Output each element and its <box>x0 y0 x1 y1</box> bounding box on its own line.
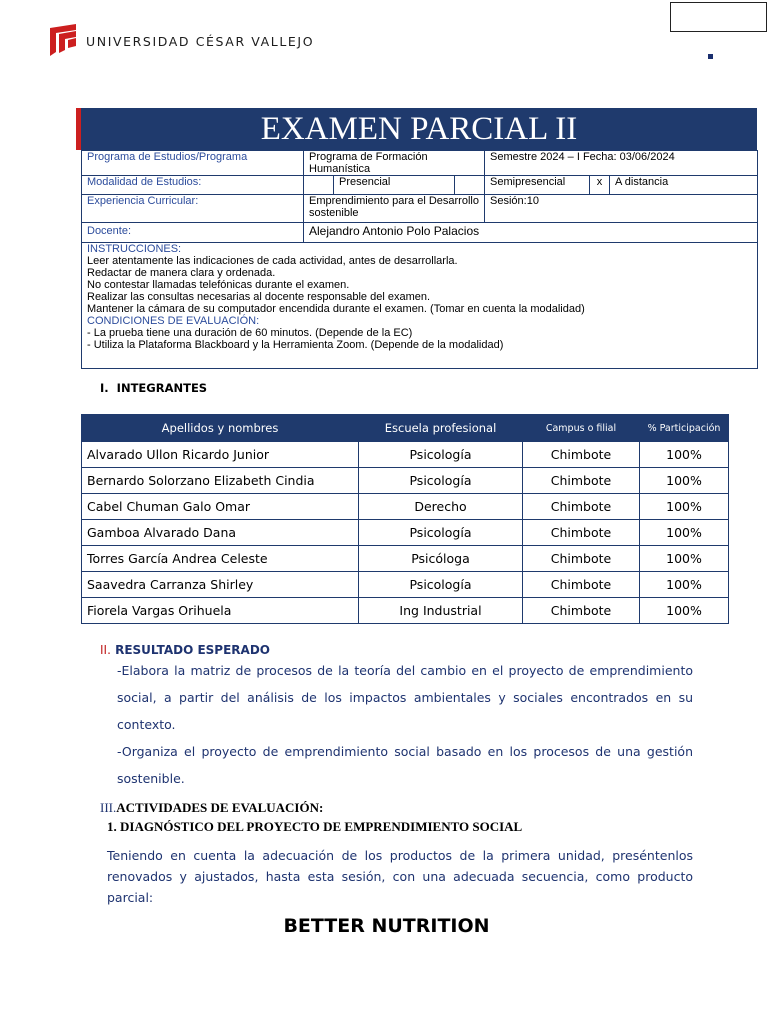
condition-item: - Utiliza la Plataforma Blackboard y la Herramienta Zoom. (Depende de la modalidad) <box>87 339 504 351</box>
modality-presencial-box <box>304 176 334 195</box>
modality-semipresencial-box <box>455 176 485 195</box>
section-3-number: III. <box>100 800 117 815</box>
modality-distancia: A distancia <box>610 176 758 195</box>
table-row <box>82 572 729 598</box>
modality-distancia-mark: x <box>590 176 610 195</box>
member-name: Torres García Andrea Celeste <box>82 546 359 572</box>
section-3-para: Teniendo en cuenta la adecuación de los productos de la primera unidad, preséntenlos renovados y ajustados, hasta esta sesión, con una adecuada secuencia, como producto parcial: <box>107 848 693 905</box>
table-row <box>82 494 729 520</box>
section-1-heading <box>100 381 207 395</box>
instruction-item: Redactar de manera clara y ordenada. <box>87 267 276 279</box>
section-2-number: II. <box>100 643 111 657</box>
course-label: Experiencia Curricular: <box>82 195 304 223</box>
member-name: Gamboa Alvarado Dana <box>82 520 359 546</box>
semester-date: Semestre 2024 – I Fecha: 03/06/2024 <box>485 151 758 176</box>
teacher-value: Alejandro Antonio Polo Palacios <box>304 223 758 243</box>
member-name: Alvarado Ullon Ricardo Junior <box>82 442 359 468</box>
instructions-block <box>82 243 758 369</box>
course-value: Emprendimiento para el Desarrollo sostenible <box>304 195 485 223</box>
member-name: Saavedra Carranza Shirley <box>82 572 359 598</box>
member-name: Cabel Chuman Galo Omar <box>82 494 359 520</box>
section-1-title: INTEGRANTES <box>116 381 208 395</box>
member-campus: Chimbote <box>523 598 640 624</box>
instructions-title: INSTRUCCIONES: <box>87 243 182 255</box>
member-campus: Chimbote <box>523 546 640 572</box>
member-participation: 100% <box>640 598 729 624</box>
table-row <box>82 598 729 624</box>
conditions-title: CONDICIONES DE EVALUACIÓN: <box>87 315 260 327</box>
program-label: Programa de Estudios/Programa <box>82 151 304 176</box>
project-title: BETTER NUTRITION <box>283 915 490 937</box>
col-header-school: Escuela profesional <box>359 415 523 442</box>
col-header-participation: % Participación <box>640 415 729 442</box>
condition-item: - La prueba tiene una duración de 60 minutos. (Depende de la EC) <box>87 327 413 339</box>
section-2-para-1: -Elabora la matriz de procesos de la teoría del cambio en el proyecto de emprendimiento social, a partir del análisis de los impactos ambientales y sociales encontrados en su contexto. <box>117 663 693 732</box>
col-header-campus: Campus o filial <box>523 415 640 442</box>
member-participation: 100% <box>640 442 729 468</box>
member-name: Bernardo Solorzano Elizabeth Cindia <box>82 468 359 494</box>
section-1-number: I. <box>100 381 109 395</box>
member-participation: 100% <box>640 468 729 494</box>
program-value: Programa de Formación Humanística <box>304 151 485 176</box>
university-logo-icon <box>48 24 78 56</box>
member-campus: Chimbote <box>523 520 640 546</box>
member-campus: Chimbote <box>523 572 640 598</box>
instruction-item: Leer atentamente las indicaciones de cada actividad, antes de desarrollarla. <box>87 255 458 267</box>
member-school: Derecho <box>359 494 523 520</box>
corner-dot <box>708 54 713 59</box>
exam-title: EXAMEN PARCIAL II <box>260 111 578 147</box>
section-2-para-2: -Organiza el proyecto de emprendimiento social basado en los procesos de una gestión sostenible. <box>117 744 693 786</box>
exam-info-table <box>81 150 758 369</box>
member-school: Ing Industrial <box>359 598 523 624</box>
teacher-label: Docente: <box>82 223 304 243</box>
instruction-item: Realizar las consultas necesarias al docente responsable del examen. <box>87 291 431 303</box>
member-campus: Chimbote <box>523 468 640 494</box>
member-participation: 100% <box>640 572 729 598</box>
section-3-title: ACTIVIDADES DE EVALUACIÓN: <box>116 800 324 815</box>
modality-semipresencial: Semipresencial <box>485 176 590 195</box>
instruction-item: Mantener la cámara de su computador encendida durante el examen. (Tomar en cuenta la modalidad) <box>87 303 585 315</box>
instruction-item: No contestar llamadas telefónicas durante el examen. <box>87 279 350 291</box>
table-row <box>82 468 729 494</box>
modality-label: Modalidad de Estudios: <box>82 176 304 195</box>
member-campus: Chimbote <box>523 494 640 520</box>
member-participation: 100% <box>640 494 729 520</box>
exam-header <box>76 108 757 150</box>
member-school: Psicología <box>359 572 523 598</box>
corner-box <box>670 2 767 32</box>
member-campus: Chimbote <box>523 442 640 468</box>
member-participation: 100% <box>640 546 729 572</box>
member-school: Psicóloga <box>359 546 523 572</box>
member-school: Psicología <box>359 468 523 494</box>
section-3-subtitle: 1. DIAGNÓSTICO DEL PROYECTO DE EMPRENDIMIENTO SOCIAL <box>107 819 523 834</box>
section-3-heading <box>100 800 323 816</box>
members-table <box>81 414 729 624</box>
member-participation: 100% <box>640 520 729 546</box>
table-row <box>82 442 729 468</box>
modality-presencial: Presencial <box>334 176 455 195</box>
table-row <box>82 546 729 572</box>
member-school: Psicología <box>359 520 523 546</box>
section-2-title: RESULTADO ESPERADO <box>115 643 270 657</box>
section-2-heading <box>100 643 270 657</box>
member-name: Fiorela Vargas Orihuela <box>82 598 359 624</box>
session-number: Sesión:10 <box>485 195 758 223</box>
university-name: UNIVERSIDAD CÉSAR VALLEJO <box>86 34 315 49</box>
member-school: Psicología <box>359 442 523 468</box>
table-row <box>82 520 729 546</box>
col-header-name: Apellidos y nombres <box>82 415 359 442</box>
